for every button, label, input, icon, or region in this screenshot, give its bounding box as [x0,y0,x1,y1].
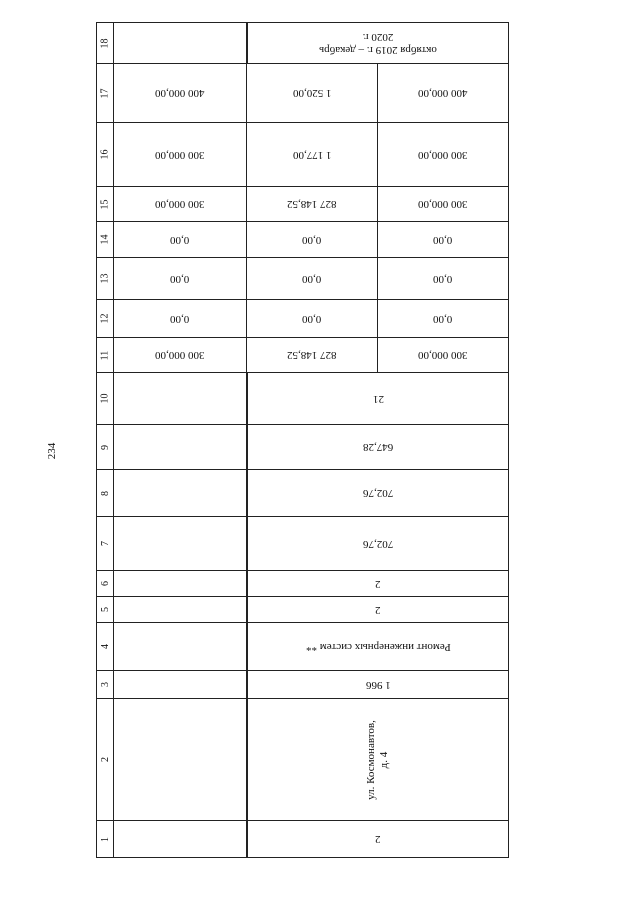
row-number: 17 [97,64,114,122]
table-row-10 [97,373,508,425]
row-number: 15 [97,187,114,221]
cell-c: 400 000,00 [418,87,468,99]
cell-b: 0,00 [247,222,378,257]
cell-a: 0,00 [114,222,247,257]
cell-a: 300 000,00 [114,123,247,186]
table-row-3 [97,671,508,699]
table-row-11 [97,338,508,373]
row-number: 18 [97,23,114,63]
cell-a [114,597,247,622]
cell-b: 1 520,00 [247,64,378,122]
cell-c: 0,00 [433,312,453,325]
cell-bc: 702,76 [247,470,508,516]
cell-bc: 2 [247,571,508,596]
table-row-5 [97,597,508,623]
cell-c: 0,00 [433,272,453,285]
cell-a [114,425,247,469]
cell-bc: 647,28 [247,425,508,469]
row-number: 10 [97,373,114,424]
row-number: 13 [97,258,114,299]
cell-bc: 702,76 [247,517,508,570]
cell-c: 0,00 [433,233,453,246]
cell-a [114,470,247,516]
table-row-4 [97,623,508,671]
cell-a: 400 000,00 [114,64,247,122]
row-number: 8 [97,470,114,516]
table-row-13 [97,258,508,300]
data-table [96,22,509,858]
cell-a: 300 000,00 [114,338,247,372]
table-row-17 [97,64,508,123]
table-row-6 [97,571,508,597]
cell-bc: 21 [247,373,508,424]
cell-a [114,821,247,857]
table-row-9 [97,425,508,470]
cell-a [114,623,247,670]
row-number: 1 [97,821,114,857]
cell-bc: октября 2019 г. – декабрь 2020 г. [247,23,508,63]
cell-c: 300 000,00 [418,148,468,161]
cell-a [114,23,247,63]
table-row-2 [97,699,508,821]
cell-bc: Ремонт инженерных систем ** [247,623,508,670]
cell-a [114,699,247,820]
cell-b: 0,00 [247,300,378,337]
cell-a [114,373,247,424]
table-row-15 [97,187,508,222]
table-row-12 [97,300,508,338]
cell-b: 827 148,52 [247,338,378,372]
row-number: 5 [97,597,114,622]
row-number: 14 [97,222,114,257]
row-number: 12 [97,300,114,337]
cell-a [114,571,247,596]
cell-a: 300 000,00 [114,187,247,221]
cell-b: 1 177,00 [247,123,378,186]
cell-a [114,671,247,698]
table-row-14 [97,222,508,258]
cell-a: 0,00 [114,258,247,299]
row-number: 16 [97,123,114,186]
cell-bc: 2 [247,597,508,622]
row-number: 7 [97,517,114,570]
table-row-18 [97,23,508,64]
table-row-16 [97,123,508,187]
cell-a: 0,00 [114,300,247,337]
cell-a [114,517,247,570]
cell-b: 827 148,52 [247,187,378,221]
table-row-8 [97,470,508,517]
cell-b: 0,00 [247,258,378,299]
row-number: 11 [97,338,114,372]
row-number: 2 [97,699,114,820]
cell-c: 300 000,00 [418,349,468,361]
table-row-1 [97,821,508,857]
row-number: 6 [97,571,114,596]
page-number: 234 [46,442,58,460]
cell-bc: ул. Космонавтов, д. 4 [247,699,508,820]
cell-bc: 2 [247,821,508,857]
cell-bc: 1 966 [247,671,508,698]
row-number: 9 [97,425,114,469]
table-row-7 [97,517,508,571]
row-number: 3 [97,671,114,698]
cell-c: 300 000,00 [418,198,468,210]
row-number: 4 [97,623,114,670]
